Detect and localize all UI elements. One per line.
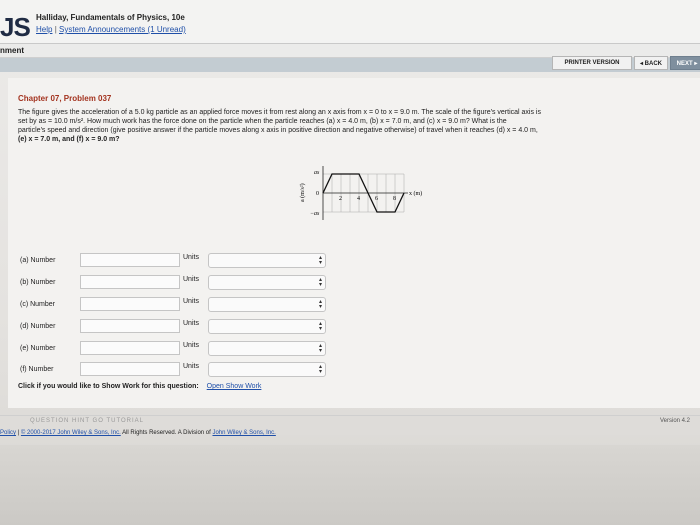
- problem-line: The figure gives the acceleration of a 5.0 kg particle as an applied force moves it from rest along an x axis from x = 0 to x = 9.0 m. The scale of the figure's vertical axis is: [18, 109, 541, 116]
- units-label: Units: [183, 276, 199, 283]
- app-header: [0, 0, 700, 44]
- answer-f-number-input[interactable]: [80, 362, 180, 376]
- answer-b-number-input[interactable]: [80, 275, 180, 289]
- help-link[interactable]: Help: [36, 25, 53, 34]
- wileyplus-logo: JS: [0, 12, 30, 42]
- problem-line: set by as = 10.0 m/s². How much work has the force done on the particle when the particle reaches (a) x = 4.0 m, (b) x = 7.0 m, and (c) x = 9.0 m? What is the: [18, 118, 507, 125]
- company-link[interactable]: John Wiley & Sons, Inc.: [212, 430, 276, 436]
- problem-text: [18, 108, 694, 144]
- link-separator: |: [54, 25, 59, 34]
- problem-line: particle's speed and direction (give positive answer if the particle moves along x axis in positive direction and negative otherwise) of travel when it reaches (d) x = 4.0 m,: [18, 127, 538, 134]
- select-arrows-icon: ▴ ▾: [318, 364, 322, 375]
- y-top-label: as: [314, 170, 320, 176]
- answer-d-number-input[interactable]: [80, 319, 180, 333]
- problem-line: (e) x = 7.0 m, and (f) x = 9.0 m?: [18, 136, 120, 143]
- question-panel: [8, 78, 700, 408]
- open-show-work-link[interactable]: Open Show Work: [206, 383, 262, 390]
- desk-shadow: [0, 445, 700, 525]
- rights-text: All Rights Reserved. A Division of: [122, 430, 211, 436]
- answer-label: (b) Number: [20, 279, 56, 286]
- acceleration-graph-svg: [296, 162, 456, 232]
- answer-e-units-select[interactable]: [208, 341, 326, 356]
- x-tick-label: 8: [393, 196, 396, 202]
- answer-a-units-select[interactable]: [208, 253, 326, 268]
- chapter-title: Chapter 07, Problem 037: [18, 94, 112, 103]
- select-arrows-icon: ▴ ▾: [318, 321, 322, 332]
- x-tick-label: 6: [375, 196, 378, 202]
- answer-b-units-select[interactable]: [208, 275, 326, 290]
- footer-separator: |: [17, 430, 21, 436]
- answer-label: (c) Number: [20, 301, 56, 308]
- units-label: Units: [183, 363, 199, 370]
- answer-d-units-select[interactable]: [208, 319, 326, 334]
- x-tick-label: 2: [339, 196, 342, 202]
- select-arrows-icon: ▴ ▾: [318, 277, 322, 288]
- acceleration-graph: [296, 162, 456, 237]
- y-bottom-label: −as: [310, 211, 320, 217]
- select-arrows-icon: ▴ ▾: [318, 343, 322, 354]
- show-work-text: Click if you would like to Show Work for this question:: [18, 383, 199, 390]
- answer-label: (a) Number: [20, 257, 56, 264]
- show-work-prompt: [18, 383, 261, 390]
- footer-faded-buttons: QUESTION HINT GO TUTORIAL: [30, 418, 145, 424]
- y-zero-label: 0: [316, 191, 319, 197]
- answer-e-number-input[interactable]: [80, 341, 180, 355]
- x-axis-label: x (m): [409, 191, 423, 197]
- units-label: Units: [183, 298, 199, 305]
- copyright-link[interactable]: © 2000-2017 John Wiley & Sons, Inc.: [20, 430, 121, 436]
- section-label: nment: [0, 46, 24, 55]
- units-label: Units: [183, 254, 199, 261]
- answer-c-number-input[interactable]: [80, 297, 180, 311]
- select-arrows-icon: ▴ ▾: [318, 299, 322, 310]
- units-label: Units: [183, 320, 199, 327]
- next-button[interactable]: NEXT ▸: [670, 56, 700, 70]
- answer-a-number-input[interactable]: [80, 253, 180, 267]
- printer-version-button[interactable]: PRINTER VERSION: [552, 56, 632, 70]
- y-axis-label: a (m/s²): [300, 183, 306, 202]
- answer-f-units-select[interactable]: [208, 362, 326, 377]
- answer-c-units-select[interactable]: [208, 297, 326, 312]
- announcements-link[interactable]: System Announcements (1 Unread): [59, 25, 186, 34]
- copyright-line: [0, 430, 276, 436]
- units-label: Units: [183, 342, 199, 349]
- select-arrows-icon: ▴ ▾: [318, 255, 322, 266]
- course-title: Halliday, Fundamentals of Physics, 10e: [36, 13, 185, 22]
- answer-label: (e) Number: [20, 345, 56, 352]
- answer-label: (d) Number: [20, 323, 56, 330]
- version-label: Version 4.2: [660, 418, 691, 424]
- header-links: [36, 25, 186, 34]
- policy-link[interactable]: Policy: [0, 430, 17, 436]
- back-button[interactable]: ◂ BACK: [634, 56, 668, 70]
- answer-label: (f) Number: [20, 366, 54, 373]
- x-tick-label: 4: [357, 196, 360, 202]
